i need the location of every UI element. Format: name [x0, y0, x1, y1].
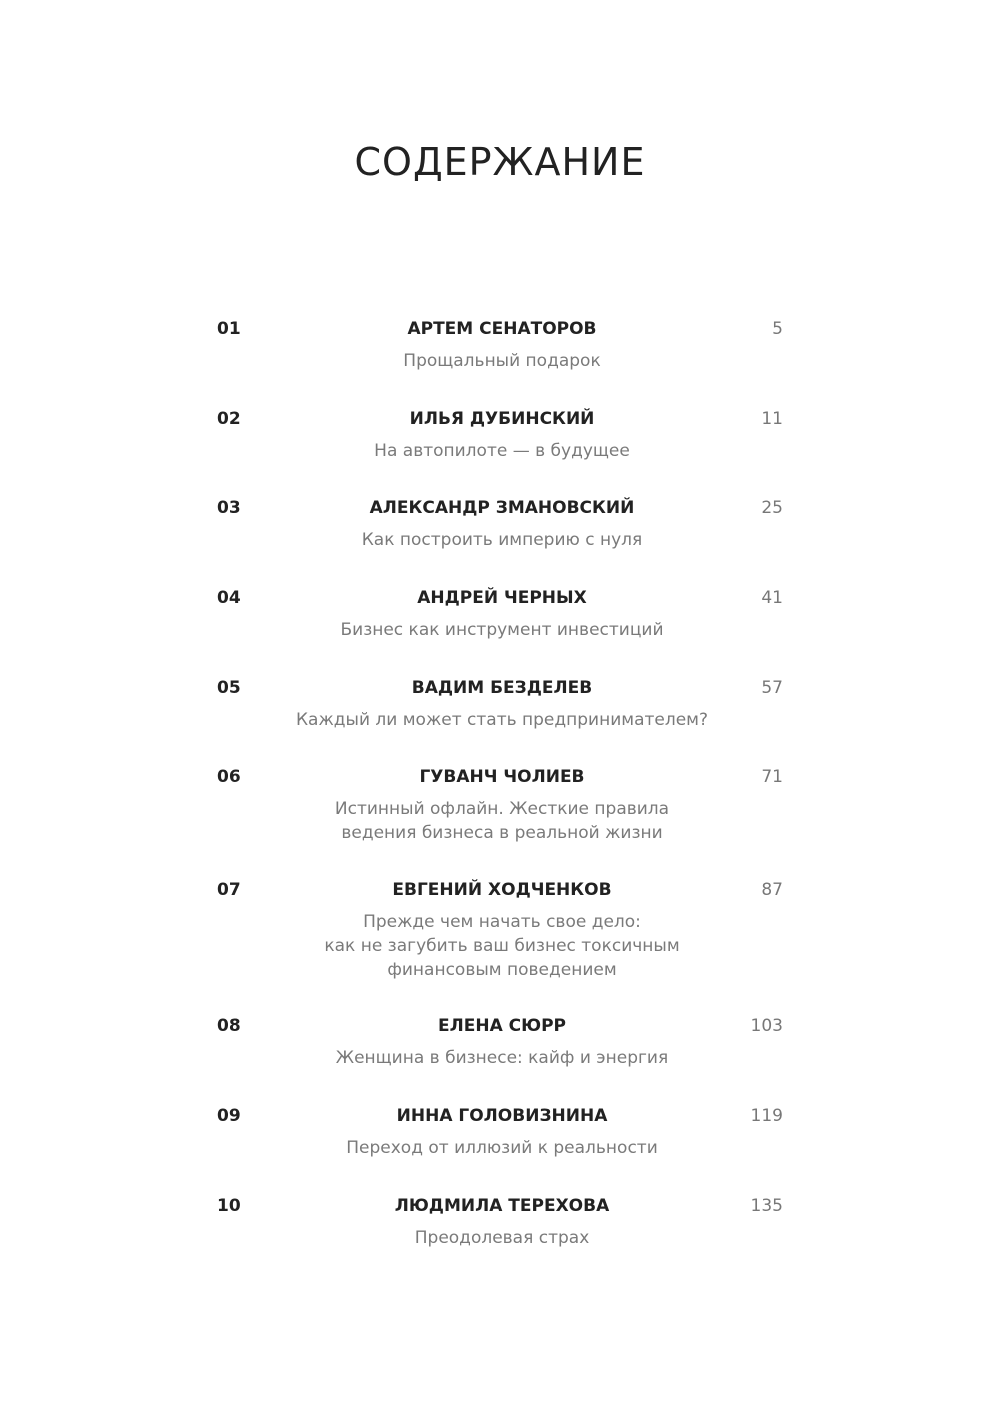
chapter-subtitle — [280, 349, 724, 373]
chapter-subtitle — [280, 528, 724, 552]
chapter-author: ВАДИМ БЕЗДЕЛЕВ — [411, 678, 593, 698]
chapter-number: 09 — [217, 1106, 241, 1126]
chapter-number: 07 — [217, 880, 241, 900]
chapter-subtitle — [280, 1226, 724, 1250]
chapter-subtitle — [280, 439, 724, 463]
chapter-subtitle-line: На автопилоте — в будущее — [374, 441, 630, 461]
chapter-subtitle-line: Истинный офлайн. Жесткие правила — [334, 799, 670, 819]
chapter-author: ГУВАНЧ ЧОЛИЕВ — [419, 767, 585, 787]
chapter-subtitle — [280, 708, 724, 732]
chapter-subtitle-line: Женщина в бизнесе: кайф и энергия — [335, 1048, 669, 1068]
chapter-subtitle-line: как не загубить ваш бизнес токсичным — [324, 936, 680, 956]
chapter-subtitle — [280, 797, 724, 845]
chapter-page: 25 — [761, 498, 783, 518]
chapter-subtitle-line: Прежде чем начать свое дело: — [363, 912, 641, 932]
chapter-number: 08 — [217, 1016, 241, 1036]
chapter-subtitle — [280, 910, 724, 982]
chapter-author: АНДРЕЙ ЧЕРНЫХ — [417, 588, 587, 608]
chapter-page: 5 — [772, 319, 783, 339]
chapter-number: 02 — [217, 409, 241, 429]
chapter-page: 41 — [761, 588, 783, 608]
chapter-subtitle-line: Каждый ли может стать предпринимателем? — [295, 710, 709, 730]
chapter-page: 103 — [750, 1016, 783, 1036]
chapter-subtitle — [280, 618, 724, 642]
chapter-author: ИЛЬЯ ДУБИНСКИЙ — [409, 409, 595, 429]
chapter-page: 119 — [750, 1106, 783, 1126]
chapter-author: АЛЕКСАНДР ЗМАНОВСКИЙ — [369, 498, 635, 518]
chapter-author: ЕЛЕНА СЮРР — [438, 1016, 566, 1036]
chapter-author: ЕВГЕНИЙ ХОДЧЕНКОВ — [392, 880, 612, 900]
chapter-author: ЛЮДМИЛА ТЕРЕХОВА — [394, 1196, 610, 1216]
chapter-subtitle-line: Переход от иллюзий к реальности — [346, 1138, 658, 1158]
chapter-author: ИННА ГОЛОВИЗНИНА — [396, 1106, 608, 1126]
chapter-subtitle-line: ведения бизнеса в реальной жизни — [341, 823, 663, 843]
chapter-number: 10 — [217, 1196, 241, 1216]
chapter-number: 01 — [217, 319, 241, 339]
chapter-subtitle-line: финансовым поведением — [387, 960, 617, 980]
chapter-page: 57 — [761, 678, 783, 698]
chapter-page: 135 — [750, 1196, 783, 1216]
chapter-subtitle-line: Как построить империю с нуля — [361, 530, 643, 550]
chapter-subtitle — [280, 1136, 724, 1160]
chapter-page: 87 — [761, 880, 783, 900]
chapter-number: 04 — [217, 588, 241, 608]
chapter-page: 11 — [761, 409, 783, 429]
chapter-author: АРТЕМ СЕНАТОРОВ — [407, 319, 597, 339]
chapter-subtitle-line: Прощальный подарок — [403, 351, 601, 371]
chapter-subtitle-line: Преодолевая страх — [414, 1228, 590, 1248]
chapter-subtitle-line: Бизнес как инструмент инвестиций — [340, 620, 664, 640]
page-title: СОДЕРЖАНИЕ — [354, 140, 646, 184]
chapter-number: 03 — [217, 498, 241, 518]
chapter-subtitle — [280, 1046, 724, 1070]
chapter-number: 06 — [217, 767, 241, 787]
chapter-page: 71 — [761, 767, 783, 787]
chapter-number: 05 — [217, 678, 241, 698]
